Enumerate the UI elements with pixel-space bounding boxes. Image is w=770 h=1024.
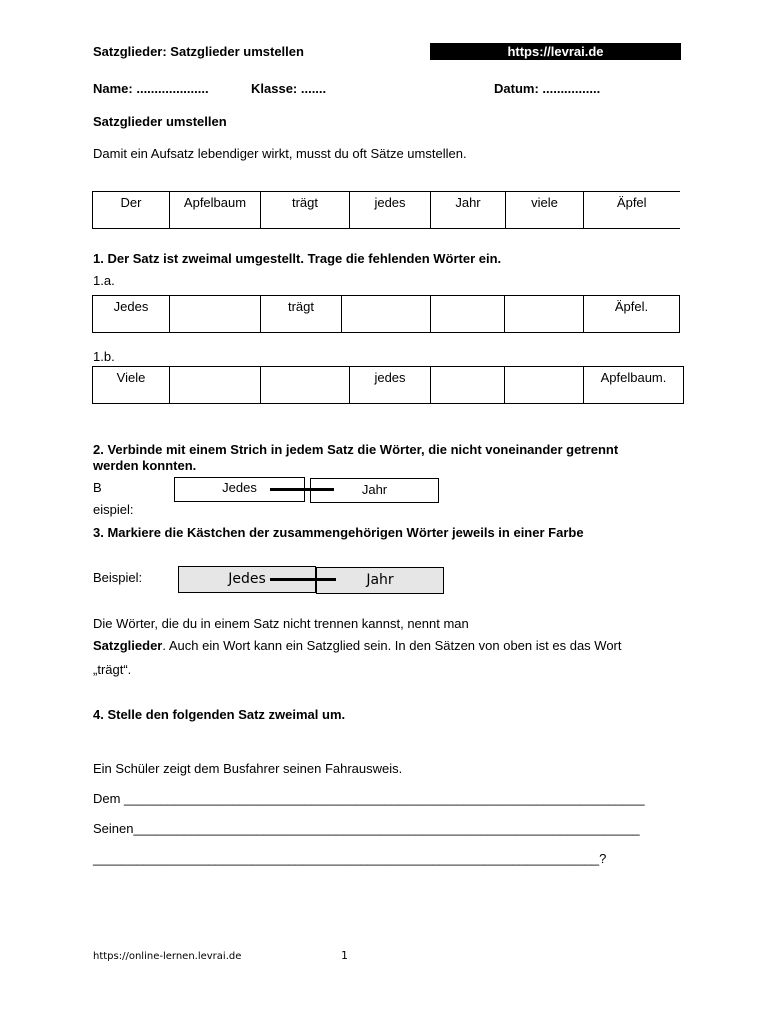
task4-heading: 4. Stelle den folgenden Satz zweimal um. <box>93 707 346 722</box>
url-banner: https://levrai.de <box>430 43 681 60</box>
task2-heading-line2: werden konnten. <box>93 458 197 473</box>
task1-heading: 1. Der Satz ist zweimal umgestellt. Trage die fehlenden Wörter ein. <box>93 251 502 266</box>
answer-cell[interactable] <box>342 296 431 333</box>
table-row <box>93 192 680 229</box>
table-cell: Viele <box>93 367 170 404</box>
table-cell: Apfelbaum <box>170 192 261 229</box>
table-cell: trägt <box>261 296 342 333</box>
sentence-table <box>92 191 680 229</box>
task2-heading-line1: 2. Verbinde mit einem Strich in jedem Satz die Wörter, die nicht voneinander getrennt <box>93 442 619 457</box>
worksheet-title: Satzglieder: Satzglieder umstellen <box>93 44 304 59</box>
answer-line-3[interactable]: ______________________________________________________________________? <box>93 851 607 866</box>
task1a-label: 1.a. <box>93 273 115 288</box>
task1b-label: 1.b. <box>93 349 115 364</box>
table-cell: trägt <box>261 192 350 229</box>
example-box-jedes: Jedes <box>174 477 305 502</box>
bold-term: Satzglieder <box>93 638 163 653</box>
example-box-jahr-marked: Jahr <box>316 567 444 594</box>
table-row <box>93 296 680 333</box>
explanation-line1: Die Wörter, die du in einem Satz nicht trennen kannst, nennt man <box>93 616 469 631</box>
task4-sentence: Ein Schüler zeigt dem Busfahrer seinen Fahrausweis. <box>93 761 403 776</box>
table-cell: Äpfel. <box>584 296 680 333</box>
task1a-table <box>92 295 680 333</box>
explanation-line3: „trägt“. <box>93 662 132 677</box>
answer-cell[interactable] <box>505 296 584 333</box>
task2-beispiel-rest: eispiel: <box>93 502 134 517</box>
table-cell: Der <box>93 192 170 229</box>
date-field: Datum: ................ <box>494 81 601 96</box>
explanation-line2-rest: . Auch ein Wort kann ein Satzglied sein. In den Sätzen von oben ist es das Wort <box>162 638 622 653</box>
answer-line-2[interactable]: Seinen______________________________________________________________________ <box>93 821 640 836</box>
name-field: Name: .................... <box>93 81 209 96</box>
table-cell: Apfelbaum. <box>584 367 684 404</box>
answer-line-1[interactable]: Dem ________________________________________________________________________ <box>93 791 645 806</box>
task3-heading: 3. Markiere die Kästchen der zusammengehörigen Wörter jeweils in einer Farbe <box>93 525 584 540</box>
table-cell: viele <box>506 192 584 229</box>
table-cell: jedes <box>350 192 431 229</box>
answer-cell[interactable] <box>431 296 505 333</box>
task3-beispiel: Beispiel: <box>93 570 143 585</box>
intro-text: Damit ein Aufsatz lebendiger wirkt, musst du oft Sätze umstellen. <box>93 146 467 161</box>
example-box-jahr: Jahr <box>310 478 439 503</box>
table-cell: Äpfel <box>584 192 680 229</box>
table-cell: Jedes <box>93 296 170 333</box>
table-row <box>93 367 684 404</box>
table-cell: jedes <box>350 367 431 404</box>
section-title: Satzglieder umstellen <box>93 114 227 129</box>
answer-cell[interactable] <box>170 296 261 333</box>
task2-beispiel-b: B <box>93 480 102 495</box>
table-cell: Jahr <box>431 192 506 229</box>
task1b-table <box>92 366 684 404</box>
page-number: 1 <box>341 949 348 962</box>
example-box-jedes-marked: Jedes <box>178 566 316 593</box>
class-field: Klasse: ....... <box>251 81 327 96</box>
answer-cell[interactable] <box>505 367 584 404</box>
answer-cell[interactable] <box>261 367 350 404</box>
footer-url: https://online-lernen.levrai.de <box>93 951 242 962</box>
answer-cell[interactable] <box>170 367 261 404</box>
explanation-line2 <box>93 638 622 653</box>
connecting-stroke <box>270 488 334 491</box>
connecting-stroke <box>270 578 336 581</box>
answer-cell[interactable] <box>431 367 505 404</box>
